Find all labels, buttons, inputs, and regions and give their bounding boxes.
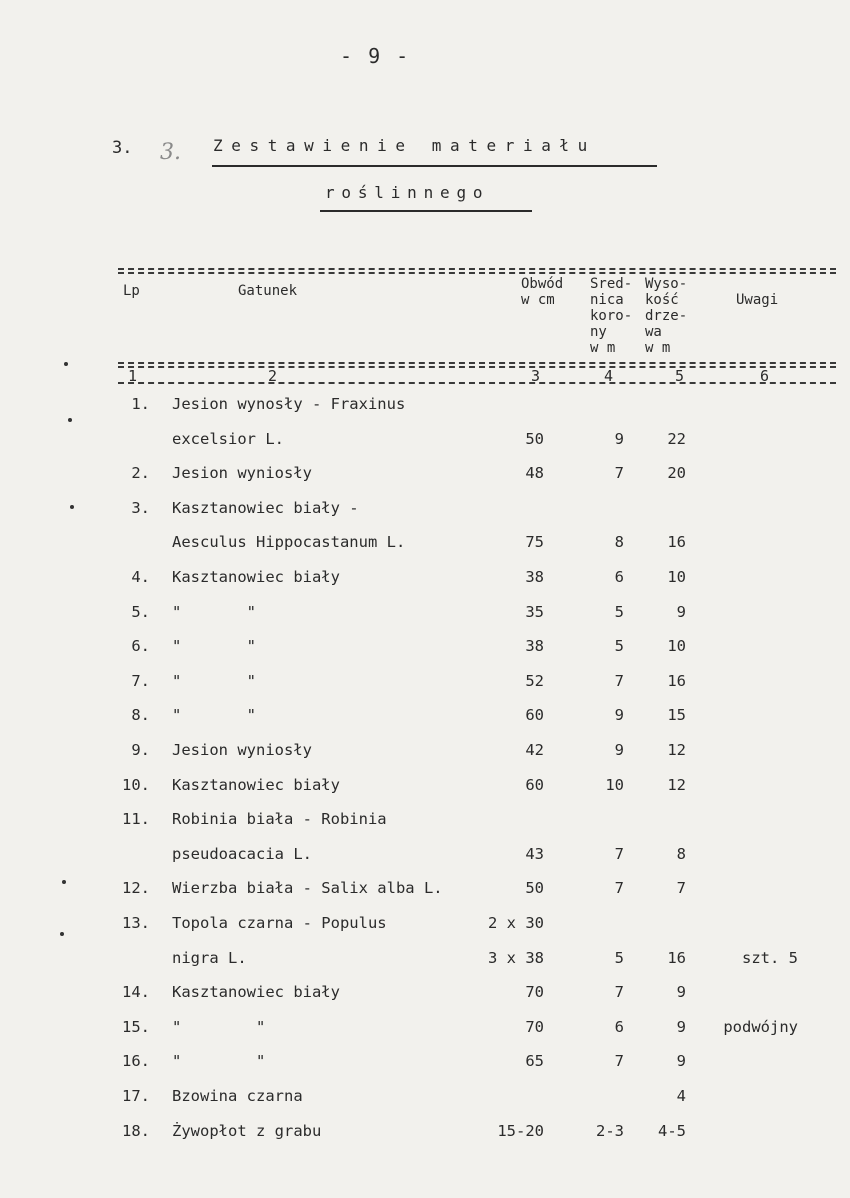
cell-obwod: 3 x 38 bbox=[488, 948, 544, 967]
cell-wysokosc: 8 bbox=[676, 844, 686, 863]
cell-wysokosc: 16 bbox=[667, 948, 686, 967]
cell-gatunek: Jesion wyniosły bbox=[172, 464, 312, 483]
cell-lp: 11. bbox=[122, 810, 150, 829]
cell-srednica: 8 bbox=[614, 533, 624, 552]
cell-wysokosc: 15 bbox=[667, 706, 686, 725]
cell-srednica: 5 bbox=[614, 637, 624, 656]
cell-srednica: 6 bbox=[614, 568, 624, 586]
cell-gatunek: " " bbox=[172, 671, 256, 690]
cell-lp: 5. bbox=[131, 602, 150, 621]
cell-obwod: 43 bbox=[525, 844, 544, 863]
cell-lp: 2. bbox=[131, 464, 150, 483]
cell-lp: 1. bbox=[131, 395, 150, 413]
cell-srednica: 7 bbox=[614, 879, 624, 898]
cell-lp: 14. bbox=[122, 983, 150, 1002]
cell-wysokosc: 10 bbox=[667, 637, 686, 656]
cell-wysokosc: 20 bbox=[667, 464, 686, 483]
header-bottom-rule-2 bbox=[118, 366, 836, 368]
margin-mark bbox=[70, 505, 74, 509]
cell-obwod: 65 bbox=[525, 1052, 544, 1071]
cell-obwod: 15-20 bbox=[497, 1121, 544, 1140]
header-srednica-4: ny bbox=[590, 324, 607, 340]
header-wysokosc-4: wa bbox=[645, 324, 662, 340]
cell-gatunek: Aesculus Hippocastanum L. bbox=[172, 533, 406, 552]
cell-gatunek: Kasztanowiec biały bbox=[172, 983, 340, 1002]
cell-obwod: 52 bbox=[525, 671, 544, 690]
cell-srednica: 9 bbox=[614, 741, 624, 759]
cell-gatunek: " " bbox=[172, 706, 256, 725]
cell-wysokosc: 9 bbox=[676, 602, 686, 621]
cell-gatunek: Jesion wyniosły bbox=[172, 741, 312, 759]
cell-lp: 8. bbox=[131, 706, 150, 725]
header-gatunek: Gatunek bbox=[238, 283, 298, 299]
cell-lp: 3. bbox=[131, 498, 150, 517]
cell-lp: 13. bbox=[122, 914, 150, 932]
cell-obwod: 75 bbox=[525, 533, 544, 552]
header-wysokosc-3: drze- bbox=[645, 308, 688, 324]
cell-obwod: 48 bbox=[525, 464, 544, 483]
header-lp: Lp bbox=[123, 283, 140, 299]
header-bottom-rule bbox=[118, 362, 836, 364]
cell-lp: 7. bbox=[131, 671, 150, 690]
cell-srednica: 2-3 bbox=[596, 1121, 624, 1140]
cell-srednica: 7 bbox=[614, 983, 624, 1002]
cell-srednica: 9 bbox=[614, 429, 624, 448]
cell-gatunek: Kasztanowiec biały - bbox=[172, 498, 359, 517]
cell-lp: 9. bbox=[131, 741, 150, 759]
header-wysokosc-1: Wyso- bbox=[645, 276, 688, 292]
header-obwod-1: Obwód bbox=[521, 276, 564, 292]
column-number-6: 6 bbox=[760, 367, 770, 385]
cell-gatunek: Wierzba biała - Salix alba L. bbox=[172, 879, 443, 898]
cell-wysokosc: 22 bbox=[667, 429, 686, 448]
cell-srednica: 10 bbox=[605, 775, 624, 794]
cell-gatunek: pseudoacacia L. bbox=[172, 844, 312, 863]
cell-lp: 4. bbox=[131, 568, 150, 586]
cell-lp: 6. bbox=[131, 637, 150, 656]
cell-srednica: 7 bbox=[614, 464, 624, 483]
cell-wysokosc: 4-5 bbox=[658, 1121, 686, 1140]
margin-mark bbox=[62, 880, 66, 884]
cell-gatunek: Bzowina czarna bbox=[172, 1087, 303, 1105]
page-number: - 9 - bbox=[340, 44, 411, 68]
header-wysokosc-2: kość bbox=[645, 292, 679, 308]
cell-obwod: 2 x 30 bbox=[488, 914, 544, 932]
cell-lp: 10. bbox=[122, 775, 150, 794]
header-srednica-1: Sred- bbox=[590, 276, 633, 292]
cell-lp: 12. bbox=[122, 879, 150, 898]
cell-wysokosc: 7 bbox=[676, 879, 686, 898]
header-srednica-3: koro- bbox=[590, 308, 633, 324]
cell-gatunek: Kasztanowiec biały bbox=[172, 775, 340, 794]
cell-gatunek: Robinia biała - Robinia bbox=[172, 810, 387, 829]
cell-srednica: 7 bbox=[614, 844, 624, 863]
header-srednica-2: nica bbox=[590, 292, 624, 308]
column-number-4: 4 bbox=[604, 367, 614, 385]
cell-gatunek: " " bbox=[172, 1017, 266, 1036]
cell-gatunek: Topola czarna - Populus bbox=[172, 914, 387, 932]
cell-wysokosc: 16 bbox=[667, 533, 686, 552]
cell-lp: 16. bbox=[122, 1052, 150, 1071]
cell-wysokosc: 9 bbox=[676, 1017, 686, 1036]
cell-wysokosc: 4 bbox=[676, 1087, 686, 1105]
cell-uwagi: podwójny bbox=[723, 1017, 798, 1036]
cell-gatunek: nigra L. bbox=[172, 948, 247, 967]
section-title-line1: Zestawienie materiału bbox=[213, 136, 596, 155]
cell-obwod: 38 bbox=[525, 568, 544, 586]
cell-gatunek: " " bbox=[172, 637, 256, 656]
table-top-rule-2 bbox=[118, 272, 836, 274]
handwritten-section-number: 3. bbox=[160, 140, 181, 165]
cell-lp: 18. bbox=[122, 1121, 150, 1140]
cell-srednica: 5 bbox=[614, 602, 624, 621]
cell-srednica: 6 bbox=[614, 1017, 624, 1036]
margin-mark bbox=[64, 362, 68, 366]
cell-obwod: 50 bbox=[525, 429, 544, 448]
column-number-rule bbox=[118, 382, 836, 384]
cell-obwod: 35 bbox=[525, 602, 544, 621]
cell-lp: 15. bbox=[122, 1017, 150, 1036]
title-underline-1 bbox=[212, 165, 657, 167]
section-title-line2: roślinnego bbox=[325, 183, 490, 202]
column-number-5: 5 bbox=[675, 367, 685, 385]
cell-wysokosc: 16 bbox=[667, 671, 686, 690]
margin-mark bbox=[68, 418, 72, 422]
cell-gatunek: Żywopłot z grabu bbox=[172, 1121, 322, 1140]
cell-gatunek: " " bbox=[172, 1052, 266, 1071]
cell-srednica: 7 bbox=[614, 1052, 624, 1071]
margin-mark bbox=[60, 932, 64, 936]
cell-obwod: 60 bbox=[525, 775, 544, 794]
cell-obwod: 50 bbox=[525, 879, 544, 898]
cell-gatunek: Jesion wynosły - Fraxinus bbox=[172, 395, 406, 413]
cell-gatunek: " " bbox=[172, 602, 256, 621]
title-underline-2 bbox=[320, 210, 532, 212]
cell-lp: 17. bbox=[122, 1087, 150, 1105]
cell-uwagi: szt. 5 bbox=[742, 948, 798, 967]
header-obwod-2: w cm bbox=[521, 292, 555, 308]
cell-obwod: 42 bbox=[525, 741, 544, 759]
cell-wysokosc: 12 bbox=[667, 775, 686, 794]
cell-srednica: 9 bbox=[614, 706, 624, 725]
cell-gatunek: excelsior L. bbox=[172, 429, 284, 448]
cell-wysokosc: 12 bbox=[667, 741, 686, 759]
column-number-3: 3 bbox=[531, 367, 541, 385]
header-wysokosc-5: w m bbox=[645, 340, 671, 356]
cell-obwod: 60 bbox=[525, 706, 544, 725]
cell-srednica: 5 bbox=[614, 948, 624, 967]
cell-wysokosc: 9 bbox=[676, 1052, 686, 1071]
column-number-1: 1 bbox=[128, 367, 138, 385]
cell-obwod: 70 bbox=[525, 1017, 544, 1036]
cell-srednica: 7 bbox=[614, 671, 624, 690]
cell-obwod: 38 bbox=[525, 637, 544, 656]
header-srednica-5: w m bbox=[590, 340, 616, 356]
cell-gatunek: Kasztanowiec biały bbox=[172, 568, 340, 586]
cell-obwod: 70 bbox=[525, 983, 544, 1002]
column-number-2: 2 bbox=[268, 367, 278, 385]
section-number: 3. bbox=[112, 138, 133, 158]
cell-wysokosc: 9 bbox=[676, 983, 686, 1002]
header-uwagi: Uwagi bbox=[736, 292, 779, 308]
table-top-rule bbox=[118, 268, 836, 270]
cell-wysokosc: 10 bbox=[667, 568, 686, 586]
